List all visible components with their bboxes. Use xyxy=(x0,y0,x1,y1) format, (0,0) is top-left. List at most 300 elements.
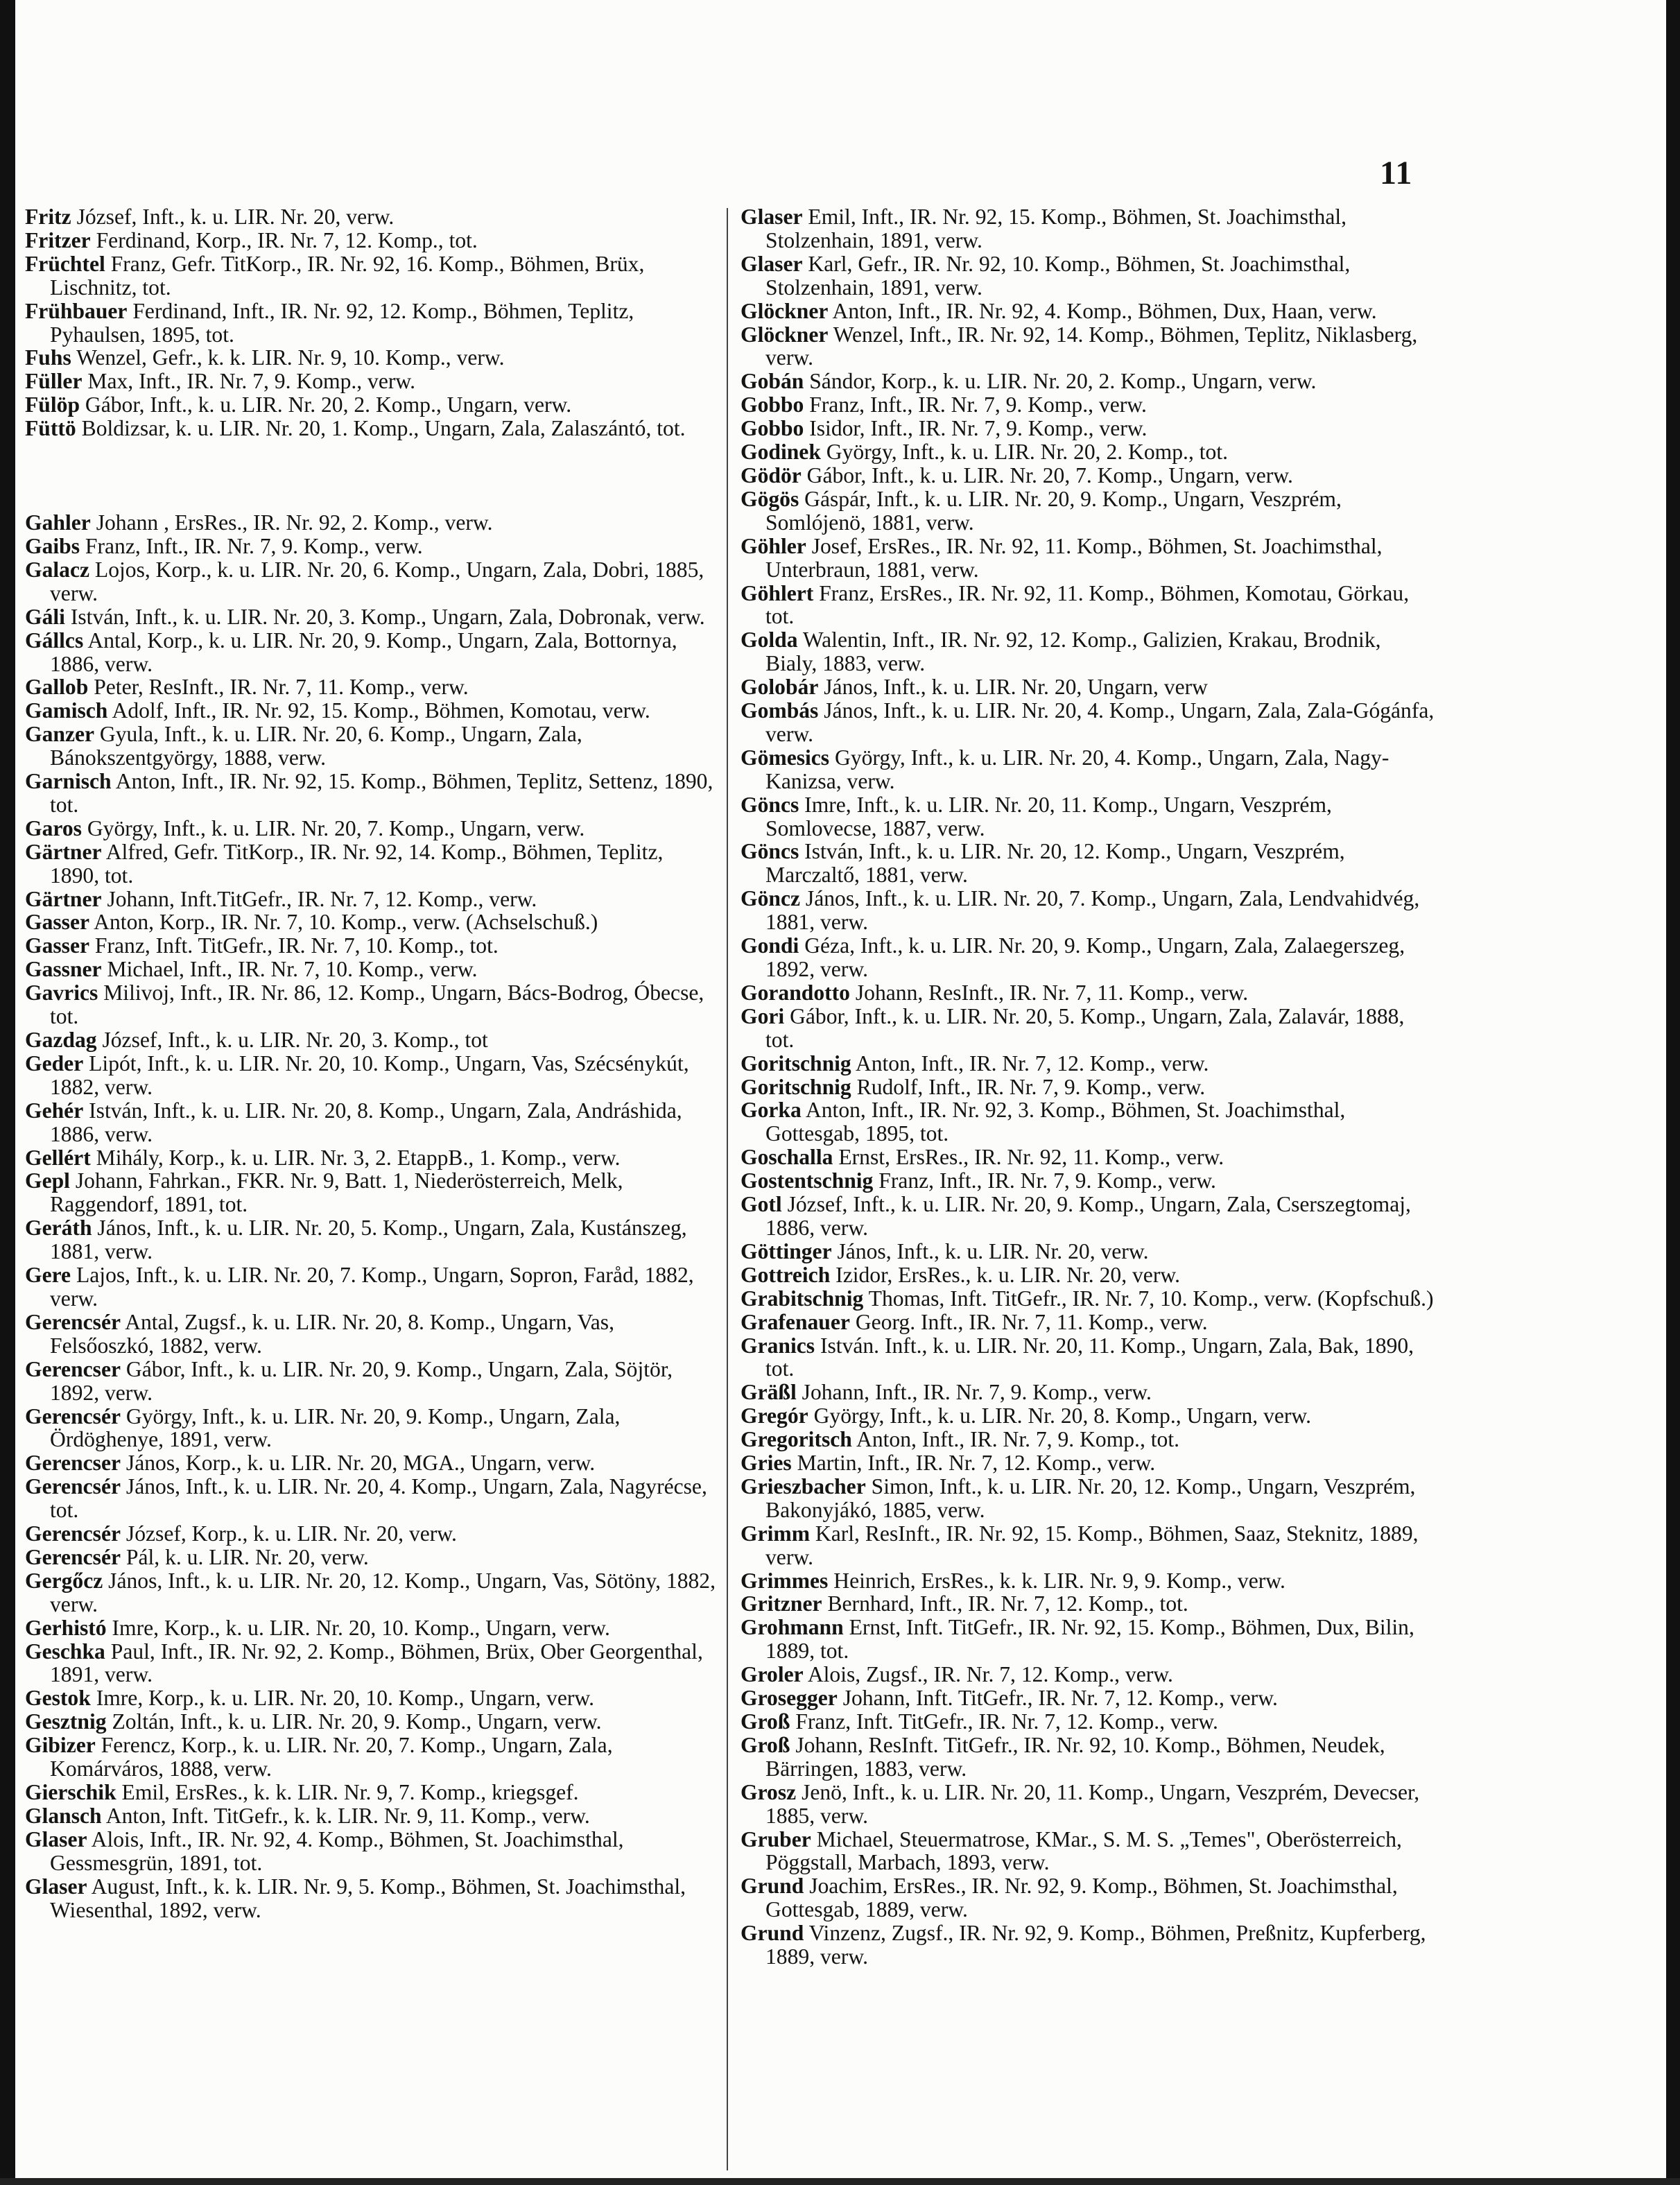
list-entry xyxy=(741,1076,1437,1099)
entry-surname: Glaser xyxy=(741,205,803,229)
entry-details: János, Inft., k. u. LIR. Nr. 20, 12. Komp., Ungarn, Vas, Sötöny, 1882, verw. xyxy=(50,1568,716,1616)
entry-details: József, Inft., k. u. LIR. Nr. 20, verw. xyxy=(76,205,395,229)
entry-details: Michael, Inft., IR. Nr. 7, 10. Komp., verw. xyxy=(107,957,478,982)
entry-surname: Gerencsér xyxy=(25,1309,121,1334)
entry-surname: Gärtner xyxy=(25,886,102,911)
entry-surname: Gries xyxy=(741,1451,792,1476)
entry-surname: Gestok xyxy=(25,1686,91,1711)
entry-details: Lajos, Inft., k. u. LIR. Nr. 20, 7. Komp., Ungarn, Sopron, Faråd, 1882, verw. xyxy=(50,1263,694,1311)
entry-surname: Gerencsér xyxy=(25,1521,121,1546)
list-entry xyxy=(25,1263,717,1311)
entry-details: Michael, Steuermatrose, KMar., S. M. S. „Temes", Oberösterreich, Pöggstall, Marbach, 1893, verw. xyxy=(765,1826,1402,1875)
list-entry xyxy=(25,934,717,958)
entry-details: Gábor, Inft., k. u. LIR. Nr. 20, 5. Komp., Ungarn, Zala, Zalavár, 1888, tot. xyxy=(765,1003,1405,1052)
list-entry xyxy=(741,1146,1437,1169)
entry-surname: Gavrics xyxy=(25,981,98,1005)
list-entry xyxy=(25,1475,717,1522)
entry-surname: Gallob xyxy=(25,675,89,700)
list-entry xyxy=(741,1663,1437,1686)
entry-details: Isidor, Inft., IR. Nr. 7, 9. Komp., verw. xyxy=(809,416,1148,441)
entry-surname: Grund xyxy=(741,1921,804,1946)
list-entry xyxy=(25,1028,717,1052)
entry-surname: Grund xyxy=(741,1874,804,1899)
list-entry xyxy=(25,535,717,558)
entry-surname: Gerencsér xyxy=(25,1544,121,1569)
entry-surname: Fülöp xyxy=(25,392,80,417)
entry-details: Ernst, ErsRes., IR. Nr. 92, 11. Komp., verw. xyxy=(838,1145,1224,1170)
list-entry xyxy=(25,888,717,911)
entry-surname: Geschka xyxy=(25,1639,105,1664)
entry-details: Géza, Inft., k. u. LIR. Nr. 20, 9. Komp., Ungarn, Zala, Zalaegerszeg, 1892, verw. xyxy=(765,933,1405,981)
list-entry xyxy=(741,582,1437,629)
right-column xyxy=(741,205,1437,1969)
list-entry xyxy=(25,817,717,840)
entry-details: Ferdinand, Inft., IR. Nr. 92, 12. Komp., Böhmen, Teplitz, Pyhaulsen, 1895, tot. xyxy=(50,298,634,347)
list-entry xyxy=(25,1640,717,1687)
entry-details: Gábor, Inft., k. u. LIR. Nr. 20, 7. Komp., Ungarn, verw. xyxy=(806,463,1293,487)
entry-surname: Granics xyxy=(741,1333,815,1358)
list-entry xyxy=(741,1334,1437,1381)
entry-details: József, Korp., k. u. LIR. Nr. 20, verw. xyxy=(125,1521,457,1546)
entry-details: Franz, Inft., IR. Nr. 7, 9. Komp., verw. xyxy=(878,1168,1216,1193)
entry-details: Georg. Inft., IR. Nr. 7, 11. Komp., verw. xyxy=(855,1309,1208,1334)
list-entry xyxy=(741,1734,1437,1781)
list-entry xyxy=(25,1781,717,1804)
entry-surname: Gottreich xyxy=(741,1262,831,1287)
entry-details: Lojos, Korp., k. u. LIR. Nr. 20, 6. Komp., Ungarn, Zala, Dobri, 1885, verw. xyxy=(50,557,704,605)
entry-details: Ferdinand, Korp., IR. Nr. 7, 12. Komp., tot. xyxy=(96,227,478,252)
entry-surname: Gállcs xyxy=(25,628,84,653)
entry-surname: Göhler xyxy=(741,533,806,558)
entry-surname: Gärtner xyxy=(25,839,102,864)
list-entry xyxy=(741,370,1437,393)
entry-details: Alois, Inft., IR. Nr. 92, 4. Komp., Böhmen, St. Joachimsthal, Gessmesgrün, 1891, tot. xyxy=(50,1826,624,1875)
entry-surname: Golobár xyxy=(741,675,819,700)
entry-details: Gábor, Inft., k. u. LIR. Nr. 20, 9. Komp., Ungarn, Zala, Söjtör, 1892, verw. xyxy=(50,1356,673,1405)
list-entry xyxy=(741,393,1437,417)
list-entry xyxy=(25,1804,717,1828)
list-entry xyxy=(741,1828,1437,1875)
list-entry xyxy=(741,1522,1437,1569)
entry-surname: Göncs xyxy=(741,792,799,817)
entry-details: Anton, Inft. TitGefr., k. k. LIR. Nr. 9, 11. Komp., verw. xyxy=(105,1803,590,1828)
entry-surname: Göhlert xyxy=(741,580,814,605)
entry-surname: Gassner xyxy=(25,957,102,982)
entry-details: Anton, Inft., IR. Nr. 92, 3. Komp., Böhmen, St. Joachimsthal, Gottesgab, 1895, tot. xyxy=(765,1098,1346,1146)
entry-details: János, Inft., k. u. LIR. Nr. 20, 4. Komp., Ungarn, Zala, Nagyrécse, tot. xyxy=(50,1474,707,1523)
entry-surname: Gáli xyxy=(25,604,65,629)
entry-details: János, Inft., k. u. LIR. Nr. 20, 7. Komp., Ungarn, Zala, Lendvahidvég, 1881, verw. xyxy=(765,886,1420,935)
entry-details: István, Inft., k. u. LIR. Nr. 20, 12. Komp., Ungarn, Veszprém, Marczaltő, 1881, verw. xyxy=(765,839,1345,888)
list-entry xyxy=(25,205,717,229)
entry-surname: Goritschnig xyxy=(741,1074,851,1099)
entry-details: Johann, Fahrkan., FKR. Nr. 9, Batt. 1, Niederösterreich, Melk, Raggendorf, 1891, tot. xyxy=(50,1168,623,1217)
list-entry xyxy=(741,1428,1437,1451)
entry-details: Anton, Inft., IR. Nr. 7, 9. Komp., tot. xyxy=(856,1427,1180,1452)
entry-details: Vinzenz, Zugsf., IR. Nr. 92, 9. Komp., Böhmen, Preßnitz, Kupferberg, 1889, verw. xyxy=(765,1921,1426,1969)
page-number: 11 xyxy=(1380,155,1413,191)
list-entry xyxy=(741,535,1437,582)
list-entry xyxy=(25,1875,717,1922)
entry-details: Franz, Inft. TitGefr., IR. Nr. 7, 12. Komp., verw. xyxy=(795,1709,1218,1734)
entry-surname: Füttö xyxy=(25,416,76,441)
entry-details: Ferencz, Korp., k. u. LIR. Nr. 20, 7. Komp., Ungarn, Zala, Komárváros, 1888, verw. xyxy=(50,1733,613,1781)
entry-surname: Fritzer xyxy=(25,227,91,252)
entry-surname: Gondi xyxy=(741,933,799,958)
entry-surname: Gobán xyxy=(741,369,804,394)
entry-surname: Gritzner xyxy=(741,1591,822,1616)
entry-details: Gábor, Inft., k. u. LIR. Nr. 20, 2. Komp., Ungarn, verw. xyxy=(85,392,572,417)
entry-surname: Gostentschnig xyxy=(741,1168,874,1193)
entry-details: Emil, ErsRes., k. k. LIR. Nr. 9, 7. Komp., kriegsgef. xyxy=(121,1780,579,1804)
list-entry xyxy=(741,1311,1437,1334)
entry-surname: Göttinger xyxy=(741,1238,832,1263)
list-entry xyxy=(741,981,1437,1005)
entry-details: János, Korp., k. u. LIR. Nr. 20, MGA., Ungarn, verw. xyxy=(125,1451,596,1476)
list-entry xyxy=(741,1098,1437,1146)
list-entry xyxy=(741,252,1437,300)
entry-details: Franz, Gefr. TitKorp., IR. Nr. 92, 16. Komp., Böhmen, Brüx, Lischnitz, tot. xyxy=(50,251,645,300)
entry-surname: Fritz xyxy=(25,205,71,229)
entry-details: Franz, ErsRes., IR. Nr. 92, 11. Komp., Böhmen, Komotau, Görkau, tot. xyxy=(765,580,1410,629)
left-column xyxy=(25,205,717,1921)
list-entry xyxy=(741,1686,1437,1710)
entry-surname: Gepl xyxy=(25,1168,70,1193)
list-entry xyxy=(741,1381,1437,1404)
entry-surname: Groß xyxy=(741,1732,790,1757)
list-entry xyxy=(25,1734,717,1781)
list-entry xyxy=(25,605,717,629)
entry-surname: Gerencsér xyxy=(25,1474,121,1499)
entry-surname: Früchtel xyxy=(25,251,105,276)
entry-details: József, Inft., k. u. LIR. Nr. 20, 3. Komp., tot xyxy=(102,1028,488,1052)
list-entry xyxy=(25,981,717,1028)
entry-surname: Gobbo xyxy=(741,416,804,441)
entry-surname: Glaser xyxy=(741,251,803,276)
entry-details: Gáspár, Inft., k. u. LIR. Nr. 20, 9. Komp., Ungarn, Veszprém, Somlójenö, 1881, verw. xyxy=(765,486,1342,535)
list-entry xyxy=(25,629,717,676)
entry-details: Paul, Inft., IR. Nr. 92, 2. Komp., Böhmen, Brüx, Ober Georgenthal, 1891, verw. xyxy=(50,1639,703,1687)
entry-surname: Gerencsér xyxy=(25,1404,121,1428)
list-entry xyxy=(25,1169,717,1216)
entry-surname: Füller xyxy=(25,369,83,394)
entry-details: Karl, ResInft., IR. Nr. 92, 15. Komp., Böhmen, Saaz, Steknitz, 1889, verw. xyxy=(765,1521,1419,1569)
list-entry xyxy=(741,300,1437,323)
list-entry xyxy=(25,910,717,934)
entry-surname: Geder xyxy=(25,1051,84,1076)
list-entry xyxy=(25,1710,717,1734)
list-entry xyxy=(25,723,717,770)
list-entry xyxy=(25,558,717,605)
entry-details: Gyula, Inft., k. u. LIR. Nr. 20, 6. Komp., Ungarn, Zala, Bánokszentgyörgy, 1888, verw. xyxy=(50,722,582,770)
scan-left-edge xyxy=(0,0,15,2185)
entry-details: István. Inft., k. u. LIR. Nr. 20, 11. Komp., Ungarn, Zala, Bak, 1890, tot. xyxy=(765,1333,1414,1381)
entry-details: Imre, Korp., k. u. LIR. Nr. 20, 10. Komp., Ungarn, verw. xyxy=(112,1615,610,1640)
entry-surname: Grosegger xyxy=(741,1686,838,1711)
list-entry xyxy=(25,1311,717,1358)
list-entry xyxy=(741,440,1437,464)
list-entry xyxy=(741,934,1437,981)
list-entry xyxy=(741,1052,1437,1076)
entry-surname: Grimm xyxy=(741,1521,811,1546)
entry-surname: Golda xyxy=(741,628,798,653)
list-entry xyxy=(741,1921,1437,1969)
list-entry xyxy=(25,229,717,252)
entry-details: Anton, Inft., IR. Nr. 92, 4. Komp., Böhmen, Dux, Haan, verw. xyxy=(832,298,1377,323)
entry-surname: Glaser xyxy=(25,1826,87,1851)
entry-surname: Gögös xyxy=(741,486,799,511)
entry-details: György, Inft., k. u. LIR. Nr. 20, 9. Komp., Ungarn, Zala, Ördöghenye, 1891, verw. xyxy=(50,1404,621,1452)
entry-surname: Goschalla xyxy=(741,1145,833,1170)
entry-details: Milivoj, Inft., IR. Nr. 86, 12. Komp., Ungarn, Bács-Bodrog, Óbecse, tot. xyxy=(50,981,704,1029)
entry-details: Johann, ResInft., IR. Nr. 7, 11. Komp., verw. xyxy=(855,980,1249,1005)
list-entry xyxy=(25,1828,717,1875)
list-entry xyxy=(25,417,717,440)
list-entry xyxy=(25,699,717,723)
entry-details: Joachim, ErsRes., IR. Nr. 92, 9. Komp., Böhmen, St. Joachimsthal, Gottesgab, 1889, verw. xyxy=(765,1874,1398,1922)
entry-details: Josef, ErsRes., IR. Nr. 92, 11. Komp., Böhmen, St. Joachimsthal, Unterbraun, 1881, verw. xyxy=(765,533,1383,582)
entry-surname: Gellért xyxy=(25,1145,91,1170)
entry-surname: Gödör xyxy=(741,463,802,487)
entry-surname: Gergőcz xyxy=(25,1568,103,1593)
list-entry xyxy=(25,1216,717,1263)
list-entry xyxy=(741,417,1437,440)
list-entry xyxy=(741,464,1437,487)
entry-details: György, Inft., k. u. LIR. Nr. 20, 2. Komp., tot. xyxy=(826,440,1228,465)
list-entry xyxy=(741,323,1437,370)
entry-surname: Fuhs xyxy=(25,345,71,370)
entry-details: Antal, Korp., k. u. LIR. Nr. 20, 9. Komp., Ungarn, Zala, Bottornya, 1886, verw. xyxy=(50,628,677,676)
entry-details: József, Inft., k. u. LIR. Nr. 20, 9. Komp., Ungarn, Zala, Cserszegtomaj, 1886, verw. xyxy=(765,1192,1411,1240)
list-entry xyxy=(741,628,1437,675)
entry-details: Sándor, Korp., k. u. LIR. Nr. 20, 2. Komp., Ungarn, verw. xyxy=(809,369,1317,394)
list-entry xyxy=(25,1686,717,1710)
list-entry xyxy=(25,511,717,535)
entry-surname: Groß xyxy=(741,1709,790,1734)
entry-surname: Grafenauer xyxy=(741,1309,850,1334)
entry-details: Mihály, Korp., k. u. LIR. Nr. 3, 2. EtappB., 1. Komp., verw. xyxy=(96,1145,621,1170)
entry-details: Alois, Zugsf., IR. Nr. 7, 12. Komp., verw. xyxy=(807,1662,1173,1687)
list-entry xyxy=(25,1052,717,1099)
entry-details: Johann, Inft. TitGefr., IR. Nr. 7, 12. Komp., verw. xyxy=(842,1686,1278,1711)
list-entry xyxy=(741,1193,1437,1240)
list-entry xyxy=(741,1287,1437,1311)
entry-details: Johann, Inft.TitGefr., IR. Nr. 7, 12. Komp., verw. xyxy=(107,886,537,911)
entry-surname: Gamisch xyxy=(25,698,108,723)
list-entry xyxy=(25,1099,717,1146)
list-entry xyxy=(25,252,717,300)
entry-details: Peter, ResInft., IR. Nr. 7, 11. Komp., verw. xyxy=(94,675,469,700)
list-entry xyxy=(741,746,1437,793)
entry-surname: Gahler xyxy=(25,510,91,535)
entry-surname: Gerencser xyxy=(25,1356,121,1381)
list-entry xyxy=(741,1169,1437,1193)
list-entry xyxy=(741,675,1437,699)
entry-surname: Godinek xyxy=(741,440,821,465)
list-entry xyxy=(741,1005,1437,1052)
entry-surname: Goritschnig xyxy=(741,1051,851,1076)
entry-details: Antal, Zugsf., k. u. LIR. Nr. 20, 8. Komp., Ungarn, Vas, Felsőoszkó, 1882, verw. xyxy=(50,1309,615,1358)
entry-surname: Göncs xyxy=(741,839,799,864)
entry-surname: Glansch xyxy=(25,1803,102,1828)
entry-details: Wenzel, Inft., IR. Nr. 92, 14. Komp., Böhmen, Teplitz, Niklasberg, verw. xyxy=(765,322,1418,370)
entry-details: Imre, Inft., k. u. LIR. Nr. 20, 11. Komp., Ungarn, Veszprém, Somlovecse, 1887, verw. xyxy=(765,792,1332,840)
entry-details: Ernst, Inft. TitGefr., IR. Nr. 92, 15. Komp., Böhmen, Dux, Bilin, 1889, tot. xyxy=(765,1615,1414,1664)
entry-surname: Ganzer xyxy=(25,722,95,747)
list-entry xyxy=(25,958,717,981)
list-entry xyxy=(741,1569,1437,1593)
list-entry xyxy=(25,1616,717,1640)
list-entry xyxy=(25,1146,717,1170)
list-entry xyxy=(741,1404,1437,1428)
entry-surname: Gömesics xyxy=(741,745,830,770)
entry-details: Zoltán, Inft., k. u. LIR. Nr. 20, 9. Komp., Ungarn, verw. xyxy=(112,1709,602,1734)
list-entry xyxy=(25,675,717,699)
list-entry xyxy=(741,1451,1437,1475)
entry-surname: Gräßl xyxy=(741,1380,797,1405)
list-entry xyxy=(25,1546,717,1569)
entry-surname: Garos xyxy=(25,815,82,840)
list-entry xyxy=(741,1781,1437,1828)
entry-details: Jenö, Inft., k. u. LIR. Nr. 20, 11. Komp., Ungarn, Veszprém, Devecser, 1885, verw. xyxy=(765,1779,1420,1828)
list-entry xyxy=(741,1263,1437,1287)
list-entry xyxy=(25,1451,717,1475)
entry-surname: Gehér xyxy=(25,1098,84,1123)
entry-surname: Gotl xyxy=(741,1192,782,1217)
entry-surname: Grieszbacher xyxy=(741,1474,866,1499)
entry-surname: Gorka xyxy=(741,1098,802,1123)
list-entry xyxy=(741,487,1437,535)
entry-details: György, Inft., k. u. LIR. Nr. 20, 8. Komp., Ungarn, verw. xyxy=(813,1404,1312,1428)
list-entry xyxy=(741,793,1437,840)
entry-details: Adolf, Inft., IR. Nr. 92, 15. Komp., Böhmen, Komotau, verw. xyxy=(112,698,650,723)
entry-details: János, Inft., k. u. LIR. Nr. 20, verw. xyxy=(837,1238,1149,1263)
section-gap xyxy=(25,440,717,511)
list-entry xyxy=(25,300,717,347)
entry-surname: Gorandotto xyxy=(741,980,850,1005)
entry-details: György, Inft., k. u. LIR. Nr. 20, 4. Komp., Ungarn, Zala, Nagy-Kanizsa, verw. xyxy=(765,745,1389,793)
entry-details: Franz, Inft., IR. Nr. 7, 9. Komp., verw. xyxy=(85,533,423,558)
entry-surname: Gere xyxy=(25,1263,71,1288)
list-entry xyxy=(25,1569,717,1616)
entry-surname: Gruber xyxy=(741,1826,811,1851)
list-entry xyxy=(25,1405,717,1452)
entry-surname: Grimmes xyxy=(741,1568,829,1593)
entry-surname: Gibizer xyxy=(25,1733,96,1758)
entry-details: Johann , ErsRes., IR. Nr. 92, 2. Komp., verw. xyxy=(96,510,493,535)
entry-details: István, Inft., k. u. LIR. Nr. 20, 3. Komp., Ungarn, Zala, Dobronak, verw. xyxy=(70,604,705,629)
entry-surname: Gobbo xyxy=(741,392,804,417)
list-entry xyxy=(25,1522,717,1546)
entry-details: Lipót, Inft., k. u. LIR. Nr. 20, 10. Komp., Ungarn, Vas, Szécsénykút, 1882, verw. xyxy=(50,1051,689,1099)
entry-details: August, Inft., k. k. LIR. Nr. 9, 5. Komp., Böhmen, St. Joachimsthal, Wiesenthal, 1892, verw. xyxy=(50,1874,686,1922)
entry-details: István, Inft., k. u. LIR. Nr. 20, 8. Komp., Ungarn, Zala, Andráshida, 1886, verw. xyxy=(50,1098,682,1146)
entry-surname: Gerhistó xyxy=(25,1615,107,1640)
entry-surname: Gaibs xyxy=(25,533,80,558)
entry-surname: Göncz xyxy=(741,886,800,911)
entry-surname: Gasser xyxy=(25,910,90,935)
entry-details: Johann, ResInft. TitGefr., IR. Nr. 92, 10. Komp., Böhmen, Neudek, Bärringen, 1883, verw. xyxy=(765,1732,1385,1781)
entry-details: Martin, Inft., IR. Nr. 7, 12. Komp., verw. xyxy=(797,1451,1156,1476)
entry-surname: Garnisch xyxy=(25,769,112,794)
list-entry xyxy=(741,1475,1437,1522)
entry-surname: Grabitschnig xyxy=(741,1286,864,1311)
entry-details: Bernhard, Inft., IR. Nr. 7, 12. Komp., tot. xyxy=(827,1591,1188,1616)
entry-details: Anton, Korp., IR. Nr. 7, 10. Komp., verw. (Achselschuß.) xyxy=(94,910,598,935)
entry-surname: Gombás xyxy=(741,698,819,723)
entry-surname: Gierschik xyxy=(25,1780,116,1804)
entry-surname: Gori xyxy=(741,1003,785,1028)
entry-details: János, Inft., k. u. LIR. Nr. 20, 4. Komp., Ungarn, Zala, Zala-Gógánfa, verw. xyxy=(765,698,1435,746)
list-entry xyxy=(741,1874,1437,1921)
list-entry xyxy=(25,393,717,417)
list-entry xyxy=(741,1616,1437,1663)
list-entry xyxy=(25,840,717,888)
entry-surname: Grosz xyxy=(741,1779,797,1804)
entry-details: Wenzel, Gefr., k. k. LIR. Nr. 9, 10. Komp., verw. xyxy=(76,345,505,370)
entry-surname: Gerencser xyxy=(25,1451,121,1476)
entry-surname: Glöckner xyxy=(741,298,829,323)
entry-details: Max, Inft., IR. Nr. 7, 9. Komp., verw. xyxy=(87,369,416,394)
entry-surname: Glaser xyxy=(25,1874,87,1899)
entry-surname: Galacz xyxy=(25,557,89,582)
list-entry xyxy=(741,205,1437,252)
entry-details: Rudolf, Inft., IR. Nr. 7, 9. Komp., verw. xyxy=(856,1074,1206,1099)
list-entry xyxy=(741,1592,1437,1616)
entry-surname: Groler xyxy=(741,1662,804,1687)
entry-surname: Grohmann xyxy=(741,1615,844,1640)
entry-surname: Gregór xyxy=(741,1404,808,1428)
column-divider xyxy=(727,208,728,2170)
list-entry xyxy=(25,370,717,393)
list-entry xyxy=(25,770,717,817)
list-entry xyxy=(741,1710,1437,1734)
entry-details: Franz, Inft. TitGefr., IR. Nr. 7, 10. Komp., tot. xyxy=(94,933,499,958)
entry-details: János, Inft., k. u. LIR. Nr. 20, 5. Komp., Ungarn, Zala, Kustánszeg, 1881, verw. xyxy=(50,1216,687,1264)
list-entry xyxy=(741,840,1437,887)
scan-right-edge xyxy=(1666,0,1680,2185)
list-entry xyxy=(741,699,1437,746)
entry-details: Emil, Inft., IR. Nr. 92, 15. Komp., Böhmen, St. Joachimsthal, Stolzenhain, 1891, verw. xyxy=(765,205,1347,252)
entry-details: Anton, Inft., IR. Nr. 7, 12. Komp., verw. xyxy=(855,1051,1209,1076)
entry-details: Johann, Inft., IR. Nr. 7, 9. Komp., verw. xyxy=(802,1380,1152,1405)
entry-surname: Gasser xyxy=(25,933,90,958)
entry-details: Heinrich, ErsRes., k. k. LIR. Nr. 9, 9. Komp., verw. xyxy=(833,1568,1285,1593)
entry-surname: Glöckner xyxy=(741,322,829,347)
entry-details: Pál, k. u. LIR. Nr. 20, verw. xyxy=(125,1544,369,1569)
entry-details: György, Inft., k. u. LIR. Nr. 20, 7. Komp., Ungarn, verw. xyxy=(87,815,585,840)
list-entry xyxy=(25,1358,717,1405)
entry-details: Alfred, Gefr. TitKorp., IR. Nr. 92, 14. Komp., Böhmen, Teplitz, 1890, tot. xyxy=(50,839,664,888)
entry-details: János, Inft., k. u. LIR. Nr. 20, Ungarn, verw xyxy=(824,675,1208,700)
entry-surname: Gazdag xyxy=(25,1028,97,1052)
list-entry xyxy=(25,346,717,370)
entry-surname: Gregoritsch xyxy=(741,1427,852,1452)
entry-details: Anton, Inft., IR. Nr. 92, 15. Komp., Böhmen, Teplitz, Settenz, 1890, tot. xyxy=(50,769,713,817)
entry-surname: Gesztnig xyxy=(25,1709,107,1734)
entry-details: Boldizsar, k. u. LIR. Nr. 20, 1. Komp., Ungarn, Zala, Zalaszántó, tot. xyxy=(81,416,686,441)
entry-details: Franz, Inft., IR. Nr. 7, 9. Komp., verw. xyxy=(809,392,1147,417)
entry-details: Walentin, Inft., IR. Nr. 92, 12. Komp., Galizien, Krakau, Brodnik, Bialy, 1883, verw. xyxy=(765,628,1381,676)
list-entry xyxy=(741,887,1437,934)
entry-details: Izidor, ErsRes., k. u. LIR. Nr. 20, verw. xyxy=(835,1262,1181,1287)
entry-surname: Frühbauer xyxy=(25,298,128,323)
entry-details: Simon, Inft., k. u. LIR. Nr. 20, 12. Komp., Ungarn, Veszprém, Bakonyjákó, 1885, verw. xyxy=(765,1474,1416,1522)
entry-details: Karl, Gefr., IR. Nr. 92, 10. Komp., Böhmen, St. Joachimsthal, Stolzenhain, 1891, verw. xyxy=(765,251,1351,300)
entry-surname: Geráth xyxy=(25,1216,92,1241)
scan-bottom-edge xyxy=(0,2178,1680,2185)
entry-details: Thomas, Inft. TitGefr., IR. Nr. 7, 10. Komp., verw. (Kopfschuß.) xyxy=(868,1286,1434,1311)
